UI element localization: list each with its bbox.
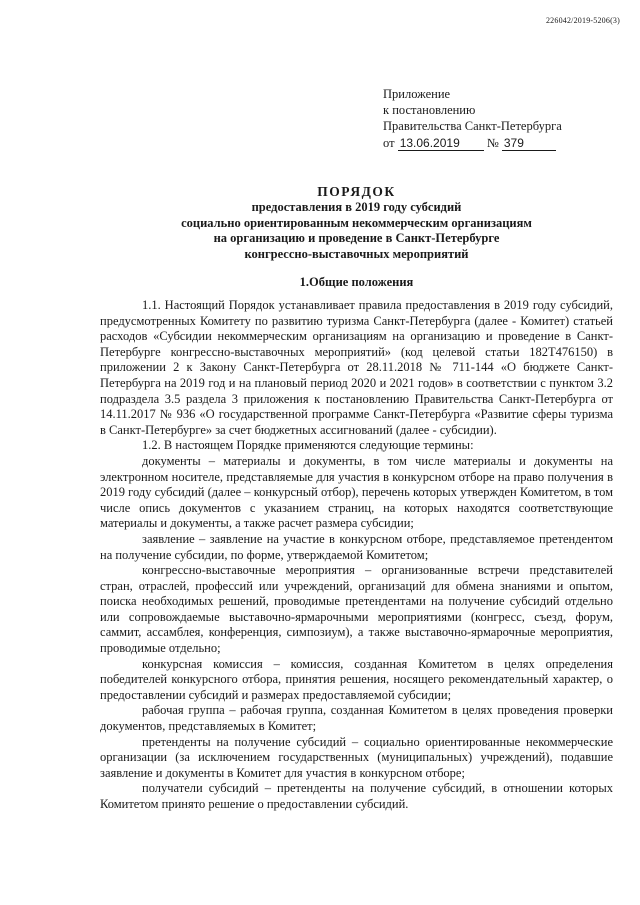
document-body [100, 298, 613, 813]
appendix-date: 13.06.2019 [398, 137, 484, 151]
title-heading: ПОРЯДОК [317, 184, 396, 199]
paragraph: конгрессно-выставочные мероприятия – организованные встречи представителей стран, отраслей, профессий или учреждений, организаций для обмена знаниями и опытом, поиска необходимых решений, проводимые претендентами на получение субсидий отдельно или сопровождаемые выставочно-ярмарочными мероприятиями (конгресс, съезд, форум, саммит, ассамблея, конференция, симпозиум), а также выставочно-ярмарочные мероприятия, проводимые отдельно; [100, 563, 613, 656]
appendix-number: 379 [502, 137, 556, 151]
document-title [100, 183, 613, 262]
from-label: от [383, 135, 395, 150]
title-line: на организацию и проведение в Санкт-Петербурге [213, 231, 500, 245]
paragraph: 1.1. Настоящий Порядок устанавливает правила предоставления в 2019 году субсидий, предусмотренных Комитету по развитию туризма Санкт-Петербурга (далее - Комитет) статьей расходов «Субсидии некоммерческим организациям на организацию и проведение в Санкт-Петербурге конгрессно-выставочных мероприятий» (код целевой статьи 182Т476150) в приложении 2 к Закону Санкт-Петербурга от 28.11.2018 № 711-144 «О бюджете Санкт-Петербурга на 2019 год и на плановый период 2020 и 2021 годов» в соответствии с пунктом 3.2 подраздела 3.5 раздела 3 приложения к постановлению Правительства Санкт-Петербурга от 14.11.2017 № 936 «О государственной программе Санкт-Петербурга «Развитие сферы туризма в Санкт-Петербурге» за счет бюджетных ассигнований (далее - субсидии). [100, 298, 613, 437]
title-line: конгрессно-выставочных мероприятий [244, 246, 469, 261]
number-label: № [486, 135, 499, 150]
appendix-block [383, 86, 562, 151]
appendix-line-3: Правительства Санкт-Петербурга [383, 119, 562, 134]
paragraph: получатели субсидий – претенденты на получение субсидий, в отношении которых Комитетом принято решение о предоставлении субсидий. [100, 781, 613, 811]
paragraph: документы – материалы и документы, в том числе материалы и документы на электронном носителе, представляемые для участия в конкурсном отборе на право получения в 2019 году субсидий (далее – конкурсный отбор), перечень которых утвержден Комитетом, в том числе опись документов с указанием страниц, на которых находятся соответствующие материалы и документы, а также расчет размера субсидии; [100, 453, 613, 531]
paragraph: заявление – заявление на участие в конкурсном отборе, представляемое претендентом на получение субсидии, по форме, утверждаемой Комитетом; [100, 531, 613, 562]
title-line: социально ориентированным некоммерческим организациям [181, 215, 532, 230]
appendix-line-2: к постановлению [383, 103, 476, 118]
appendix-line-1: Приложение [383, 87, 451, 101]
appendix-date-row [383, 135, 562, 151]
document-number: 226042/2019-5206(3) [545, 16, 620, 25]
paragraph: 1.2. В настоящем Порядке применяются следующие термины: [142, 438, 474, 453]
paragraph: конкурсная комиссия – комиссия, созданная Комитетом в целях определения победителей конкурсного отбора, принятия решения, носящего рекомендательный характер, о предоставлении субсидий и размерах предоставляемой субсидии; [100, 656, 613, 702]
paragraph: претенденты на получение субсидий – социально ориентированные некоммерческие организации (за исключением государственных (муниципальных) учреждений), подавшие заявление и документы в Комитет для участия в конкурсном отборе; [100, 734, 613, 780]
title-line: предоставления в 2019 году субсидий [251, 200, 462, 214]
section-title: 1.Общие положения [299, 275, 414, 289]
paragraph: рабочая группа – рабочая группа, созданная Комитетом в целях проведения проверки документов, представляемых в Комитет; [100, 703, 613, 734]
